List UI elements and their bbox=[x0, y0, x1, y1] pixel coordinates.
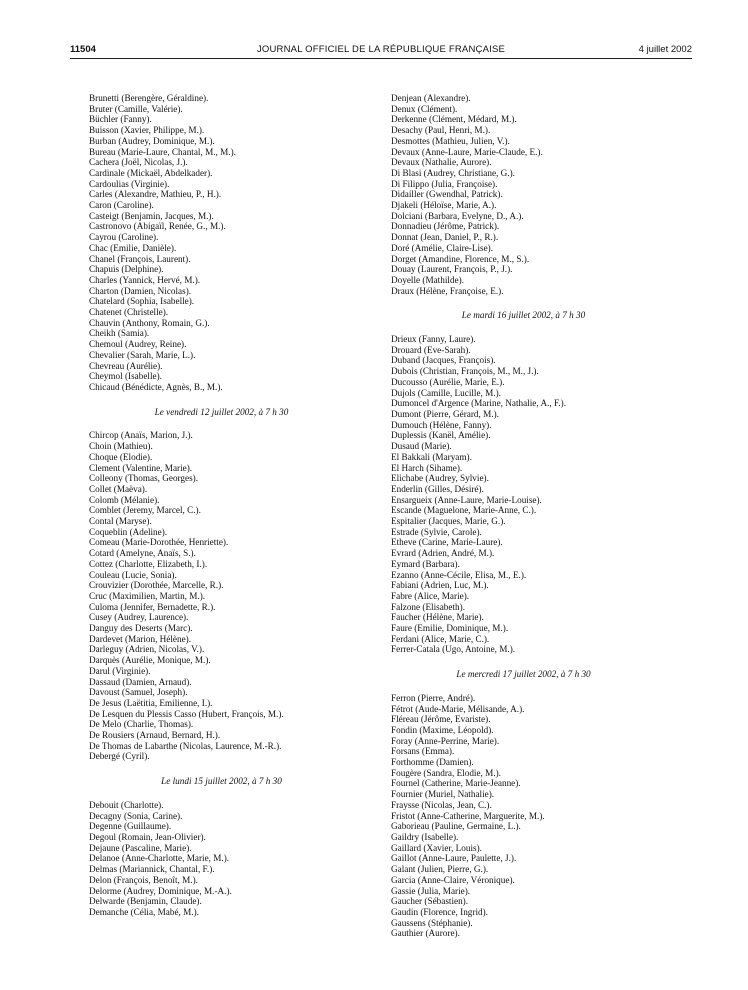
list-item: El Bakkali (Maryam). bbox=[391, 451, 472, 462]
list-item: Forsans (Emma). bbox=[391, 746, 455, 757]
list-item: Fétrot (Aude-Marie, Mélisande, A.). bbox=[391, 703, 525, 714]
list-item: Contal (Maryse). bbox=[89, 516, 152, 527]
list-item: Cheikh (Samia). bbox=[89, 328, 150, 339]
list-item: Fraysse (Nicolas, Jean, C.). bbox=[391, 799, 492, 810]
list-item: Foray (Anne-Perrine, Marie). bbox=[391, 735, 500, 746]
list-item: Cayrou (Caroline). bbox=[89, 232, 159, 243]
list-item: Clement (Valentine, Marie). bbox=[89, 462, 193, 473]
list-item: Galant (Julien, Pierre, G.). bbox=[391, 864, 489, 875]
list-item: Fristot (Anne-Catherine, Marguerite, M.). bbox=[391, 810, 545, 821]
list-item: Degenne (Guillaume). bbox=[89, 821, 172, 832]
date-heading: Le lundi 15 juillet 2002, à 7 h 30 bbox=[161, 776, 282, 787]
list-item: Chicaud (Bénédicte, Agnès, B., M.). bbox=[89, 381, 223, 392]
list-item: Decagny (Sonia, Carine). bbox=[89, 810, 183, 821]
list-item: Derkenne (Clément, Médard, M.). bbox=[391, 114, 517, 125]
list-item: Comblet (Jeremy, Marcel, C.). bbox=[89, 505, 201, 516]
list-item: Demanche (Célia, Mabé, M.). bbox=[89, 906, 199, 917]
list-item: Fournier (Muriel, Nathalie). bbox=[391, 789, 495, 800]
list-item: Desachy (Paul, Henri, M.). bbox=[391, 125, 491, 136]
list-item: Darquès (Aurélie, Monique, M.). bbox=[89, 655, 211, 666]
list-item: Chapuis (Delphine). bbox=[89, 264, 164, 275]
list-item: Forthomme (Damien). bbox=[391, 757, 474, 768]
list-item: Cottez (Charlotte, Elizabeth, I.). bbox=[89, 558, 208, 569]
list-item: Büchler (Fanny). bbox=[89, 114, 152, 125]
list-item: Charles (Yannick, Hervé, M.). bbox=[89, 274, 201, 285]
list-item: Doyelle (Mathilde). bbox=[391, 274, 464, 285]
list-item: Burban (Audrey, Dominique, M.). bbox=[89, 135, 215, 146]
list-item: Choin (Mathieu). bbox=[89, 441, 153, 452]
list-item: Degoul (Romain, Jean-Olivier). bbox=[89, 832, 206, 842]
list-item: Castronovo (Abigaïl, Renée, G., M.). bbox=[89, 221, 226, 232]
list-item: Cusey (Audrey, Laurence). bbox=[89, 612, 189, 623]
list-item: Ferdani (Alice, Marie, C.). bbox=[391, 633, 490, 644]
list-item: De Jesus (Laëtitia, Emilienne, I.). bbox=[89, 697, 213, 708]
list-item: Ducousso (Aurélie, Marie, E.). bbox=[391, 376, 505, 387]
list-item: Carles (Alexandre, Mathieu, P., H.). bbox=[89, 189, 222, 200]
list-item: Donnat (Jean, Daniel, P., R.). bbox=[391, 232, 499, 243]
list-item: Delorme (Audrey, Dominique, M.-A.). bbox=[89, 885, 232, 896]
list-item: Colleony (Thomas, Georges). bbox=[89, 473, 199, 484]
list-item: Delwarde (Benjamin, Claude). bbox=[89, 896, 202, 907]
list-item: Dumouch (Hélène, Fanny). bbox=[391, 419, 492, 430]
list-item: Cotard (Amelyne, Anaïs, S.). bbox=[89, 548, 196, 559]
list-item: Di Filippo (Julia, Françoise). bbox=[391, 178, 498, 189]
list-item: De Lesquen du Plessis Casso (Hubert, François, M.). bbox=[89, 708, 284, 719]
list-item: De Melo (Charlie, Thomas). bbox=[89, 719, 194, 730]
list-item: Casteigt (Benjamin, Jacques, M.). bbox=[89, 210, 214, 221]
list-item: Estrade (Sylvie, Carole). bbox=[391, 526, 482, 537]
list-item: Drouard (Eve-Sarah). bbox=[391, 344, 471, 355]
list-item: Etheve (Carine, Marie-Laure). bbox=[391, 537, 503, 548]
list-item: Cachera (Joël, Nicolas, J.). bbox=[89, 157, 188, 168]
list-item: Chircop (Anaïs, Marion, J.). bbox=[89, 430, 193, 441]
list-item: Dardevet (Marion, Hélène). bbox=[89, 633, 192, 644]
list-item: Bureau (Marie-Laure, Chantal, M., M.). bbox=[89, 146, 236, 157]
date-heading: Le vendredi 12 juillet 2002, à 7 h 30 bbox=[154, 406, 289, 417]
list-item: Devaux (Anne-Laure, Marie-Claude, E.). bbox=[391, 146, 543, 157]
list-item: Caron (Caroline). bbox=[89, 200, 154, 211]
list-item: Eymard (Barbara). bbox=[391, 558, 460, 569]
list-item: Chevreau (Aurélie). bbox=[89, 360, 163, 371]
list-item: Colomb (Mélanie). bbox=[89, 494, 160, 505]
list-item: Gaildry (Isabelle). bbox=[391, 832, 459, 842]
list-item: Chac (Emilie, Danièle). bbox=[89, 242, 177, 253]
list-item: Elichabe (Audrey, Sylvie). bbox=[391, 473, 489, 484]
list-item: Faure (Emilie, Dominique, M.). bbox=[391, 623, 509, 634]
list-item: Fabiani (Adrien, Luc, M.). bbox=[391, 580, 489, 591]
list-item: Darleguy (Adrien, Nicolas, V.). bbox=[89, 644, 205, 655]
list-item: Cheymol (Isabelle). bbox=[89, 371, 162, 382]
list-item: Darul (Virginie). bbox=[89, 665, 151, 676]
list-item: Delanoe (Anne-Charlotte, Marie, M.). bbox=[89, 853, 230, 864]
list-item: Chevalier (Sarah, Marie, L.). bbox=[89, 349, 196, 360]
list-item: Cruc (Maximilien, Martin, M.). bbox=[89, 590, 206, 601]
list-item: Douay (Laurent, François, P., J.). bbox=[391, 264, 513, 275]
list-item: Di Blasi (Audrey, Christiane, G.). bbox=[391, 167, 515, 178]
list-item: Fléreau (Jérôme, Evariste). bbox=[391, 714, 491, 725]
list-item: Dorget (Amandine, Florence, M., S.). bbox=[391, 253, 530, 264]
list-item: Chauvin (Anthony, Romain, G.). bbox=[89, 317, 210, 328]
list-item: Charton (Damien, Nicolas). bbox=[89, 285, 192, 296]
list-item: Dubois (Christian, François, M., M., J.). bbox=[391, 366, 539, 377]
list-item: Donnadieu (Jérôme, Patrick). bbox=[391, 221, 500, 232]
date-heading: Le mercredi 17 juillet 2002, à 7 h 30 bbox=[456, 669, 591, 680]
list-item: Ferrer-Catala (Ugo, Antoine, M.). bbox=[391, 644, 516, 655]
list-item: Dumoncel d'Argence (Marine, Nathalie, A., F.). bbox=[391, 398, 567, 409]
list-item: Chatelard (Sophia, Isabelle). bbox=[89, 296, 195, 307]
list-item: Couleau (Lucie, Sonia). bbox=[89, 569, 177, 580]
list-item: Culoma (Jennifer, Bernadette, R.). bbox=[89, 601, 216, 612]
date-heading: Le mardi 16 juillet 2002, à 7 h 30 bbox=[461, 310, 586, 321]
list-item: Gaillard (Xavier, Louis). bbox=[391, 842, 482, 853]
list-item: Falzone (Elisabeth). bbox=[391, 601, 465, 612]
list-item: Debergé (Cyril). bbox=[89, 751, 150, 762]
list-item: Crouvizier (Dorothée, Marcelle, R.). bbox=[89, 580, 224, 591]
list-item: Choque (Elodie). bbox=[89, 451, 153, 462]
list-item: Fournel (Catherine, Marie-Jeanne). bbox=[391, 778, 521, 789]
header-rule bbox=[70, 58, 692, 59]
left-column bbox=[89, 93, 354, 918]
list-item: Evrard (Adrien, André, M.). bbox=[391, 548, 495, 559]
list-item: Duband (Jacques, François). bbox=[391, 355, 496, 366]
list-item: Desmottes (Mathieu, Julien, V.). bbox=[391, 135, 510, 146]
list-item: Chemoul (Audrey, Reine). bbox=[89, 339, 187, 350]
list-item: Coqueblin (Adeline). bbox=[89, 526, 168, 537]
list-item: De Thomas de Labarthe (Nicolas, Laurence, M.-R.). bbox=[89, 740, 282, 751]
list-item: Doré (Amélie, Claire-Lise). bbox=[391, 242, 494, 253]
page-header bbox=[70, 44, 692, 58]
list-item: Djakeli (Héloïse, Marie, A.). bbox=[391, 200, 497, 211]
list-item: Garcia (Anne-Claire, Véronique). bbox=[391, 874, 515, 885]
list-item: Gassie (Julia, Marie). bbox=[391, 885, 471, 896]
list-item: Devaux (Nathalie, Aurore). bbox=[391, 157, 492, 168]
list-item: Duplessis (Kanël, Amélie). bbox=[391, 430, 491, 441]
list-item: Denjean (Alexandre). bbox=[391, 93, 471, 103]
list-item: Dassaud (Damien, Arnaud). bbox=[89, 676, 192, 687]
list-item: Debouit (Charlotte). bbox=[89, 799, 164, 810]
list-item: Dusaud (Marie). bbox=[391, 441, 452, 452]
page-number: 11504 bbox=[70, 44, 96, 55]
list-item: Gaucher (Sébastien). bbox=[391, 896, 469, 907]
list-item: Chanel (François, Laurent). bbox=[89, 253, 191, 264]
list-item: Cardoulias (Virginie). bbox=[89, 178, 170, 189]
list-item: Dumont (Pierre, Gérard, M.). bbox=[391, 408, 499, 419]
list-item: Cardinale (Mickaël, Abdelkader). bbox=[89, 167, 213, 178]
list-item: Enderlin (Gilles, Désiré). bbox=[391, 483, 484, 494]
list-item: Danguy des Deserts (Marc). bbox=[89, 623, 193, 634]
list-item: Brunetti (Berengère, Géraldine). bbox=[89, 93, 209, 103]
list-item: Drieux (Fanny, Laure). bbox=[391, 334, 476, 345]
list-item: Draux (Hélène, Françoise, E.). bbox=[391, 285, 504, 296]
journal-title: JOURNAL OFFICIEL DE LA RÉPUBLIQUE FRANÇAISE bbox=[256, 44, 506, 55]
list-item: Comeau (Marie-Dorothée, Henriette). bbox=[89, 537, 229, 548]
list-item: Gaudin (Florence, Ingrid). bbox=[391, 906, 488, 917]
list-item: Fondin (Maxime, Léopold). bbox=[391, 724, 494, 735]
list-item: Fougère (Sandra, Elodie, M.). bbox=[391, 767, 501, 778]
list-item: Escande (Maguelone, Marie-Anne, C.). bbox=[391, 505, 537, 516]
right-column bbox=[391, 93, 656, 939]
list-item: Dejaune (Pascaline, Marie). bbox=[89, 842, 192, 853]
list-item: Dolciani (Barbara, Evelyne, D., A.). bbox=[391, 210, 524, 221]
list-item: Didailler (Gwendhal, Patrick). bbox=[391, 189, 503, 200]
list-item: Denux (Clément). bbox=[391, 103, 458, 114]
list-item: Dujols (Camille, Lucille, M.). bbox=[391, 387, 501, 398]
issue-date: 4 juillet 2002 bbox=[638, 44, 692, 55]
list-item: Espitalier (Jacques, Marie, G.). bbox=[391, 516, 506, 527]
list-item: Fabre (Alice, Marie). bbox=[391, 590, 470, 601]
list-item: Ferron (Pierre, André). bbox=[391, 692, 476, 703]
list-item: Collet (Maëva). bbox=[89, 483, 148, 494]
list-item: Ensargueix (Anne-Laure, Marie-Louise). bbox=[391, 494, 542, 505]
list-item: Buisson (Xavier, Philippe, M.). bbox=[89, 125, 205, 136]
list-item: Gaborieau (Pauline, Germaine, L.). bbox=[391, 821, 521, 832]
list-item: Delon (François, Benoît, M.). bbox=[89, 874, 198, 885]
list-item: Gauthier (Aurore). bbox=[391, 928, 460, 939]
list-item: De Rousiers (Arnaud, Bernard, H.). bbox=[89, 730, 221, 741]
list-item: Faucher (Hélène, Marie). bbox=[391, 612, 484, 623]
list-item: Bruter (Camille, Valérie). bbox=[89, 103, 183, 114]
list-item: Gaussens (Stéphanie). bbox=[391, 917, 473, 928]
list-item: Davoust (Samuel, Joseph). bbox=[89, 687, 188, 698]
list-item: Chatenet (Christelle). bbox=[89, 307, 169, 318]
list-item: El Harch (Sihame). bbox=[391, 462, 463, 473]
list-item: Gaillot (Anne-Laure, Paulette, J.). bbox=[391, 853, 517, 864]
list-item: Delmas (Mariannick, Chantal, F.). bbox=[89, 864, 215, 875]
list-item: Ezanno (Anne-Cécile, Elisa, M., E.). bbox=[391, 569, 527, 580]
